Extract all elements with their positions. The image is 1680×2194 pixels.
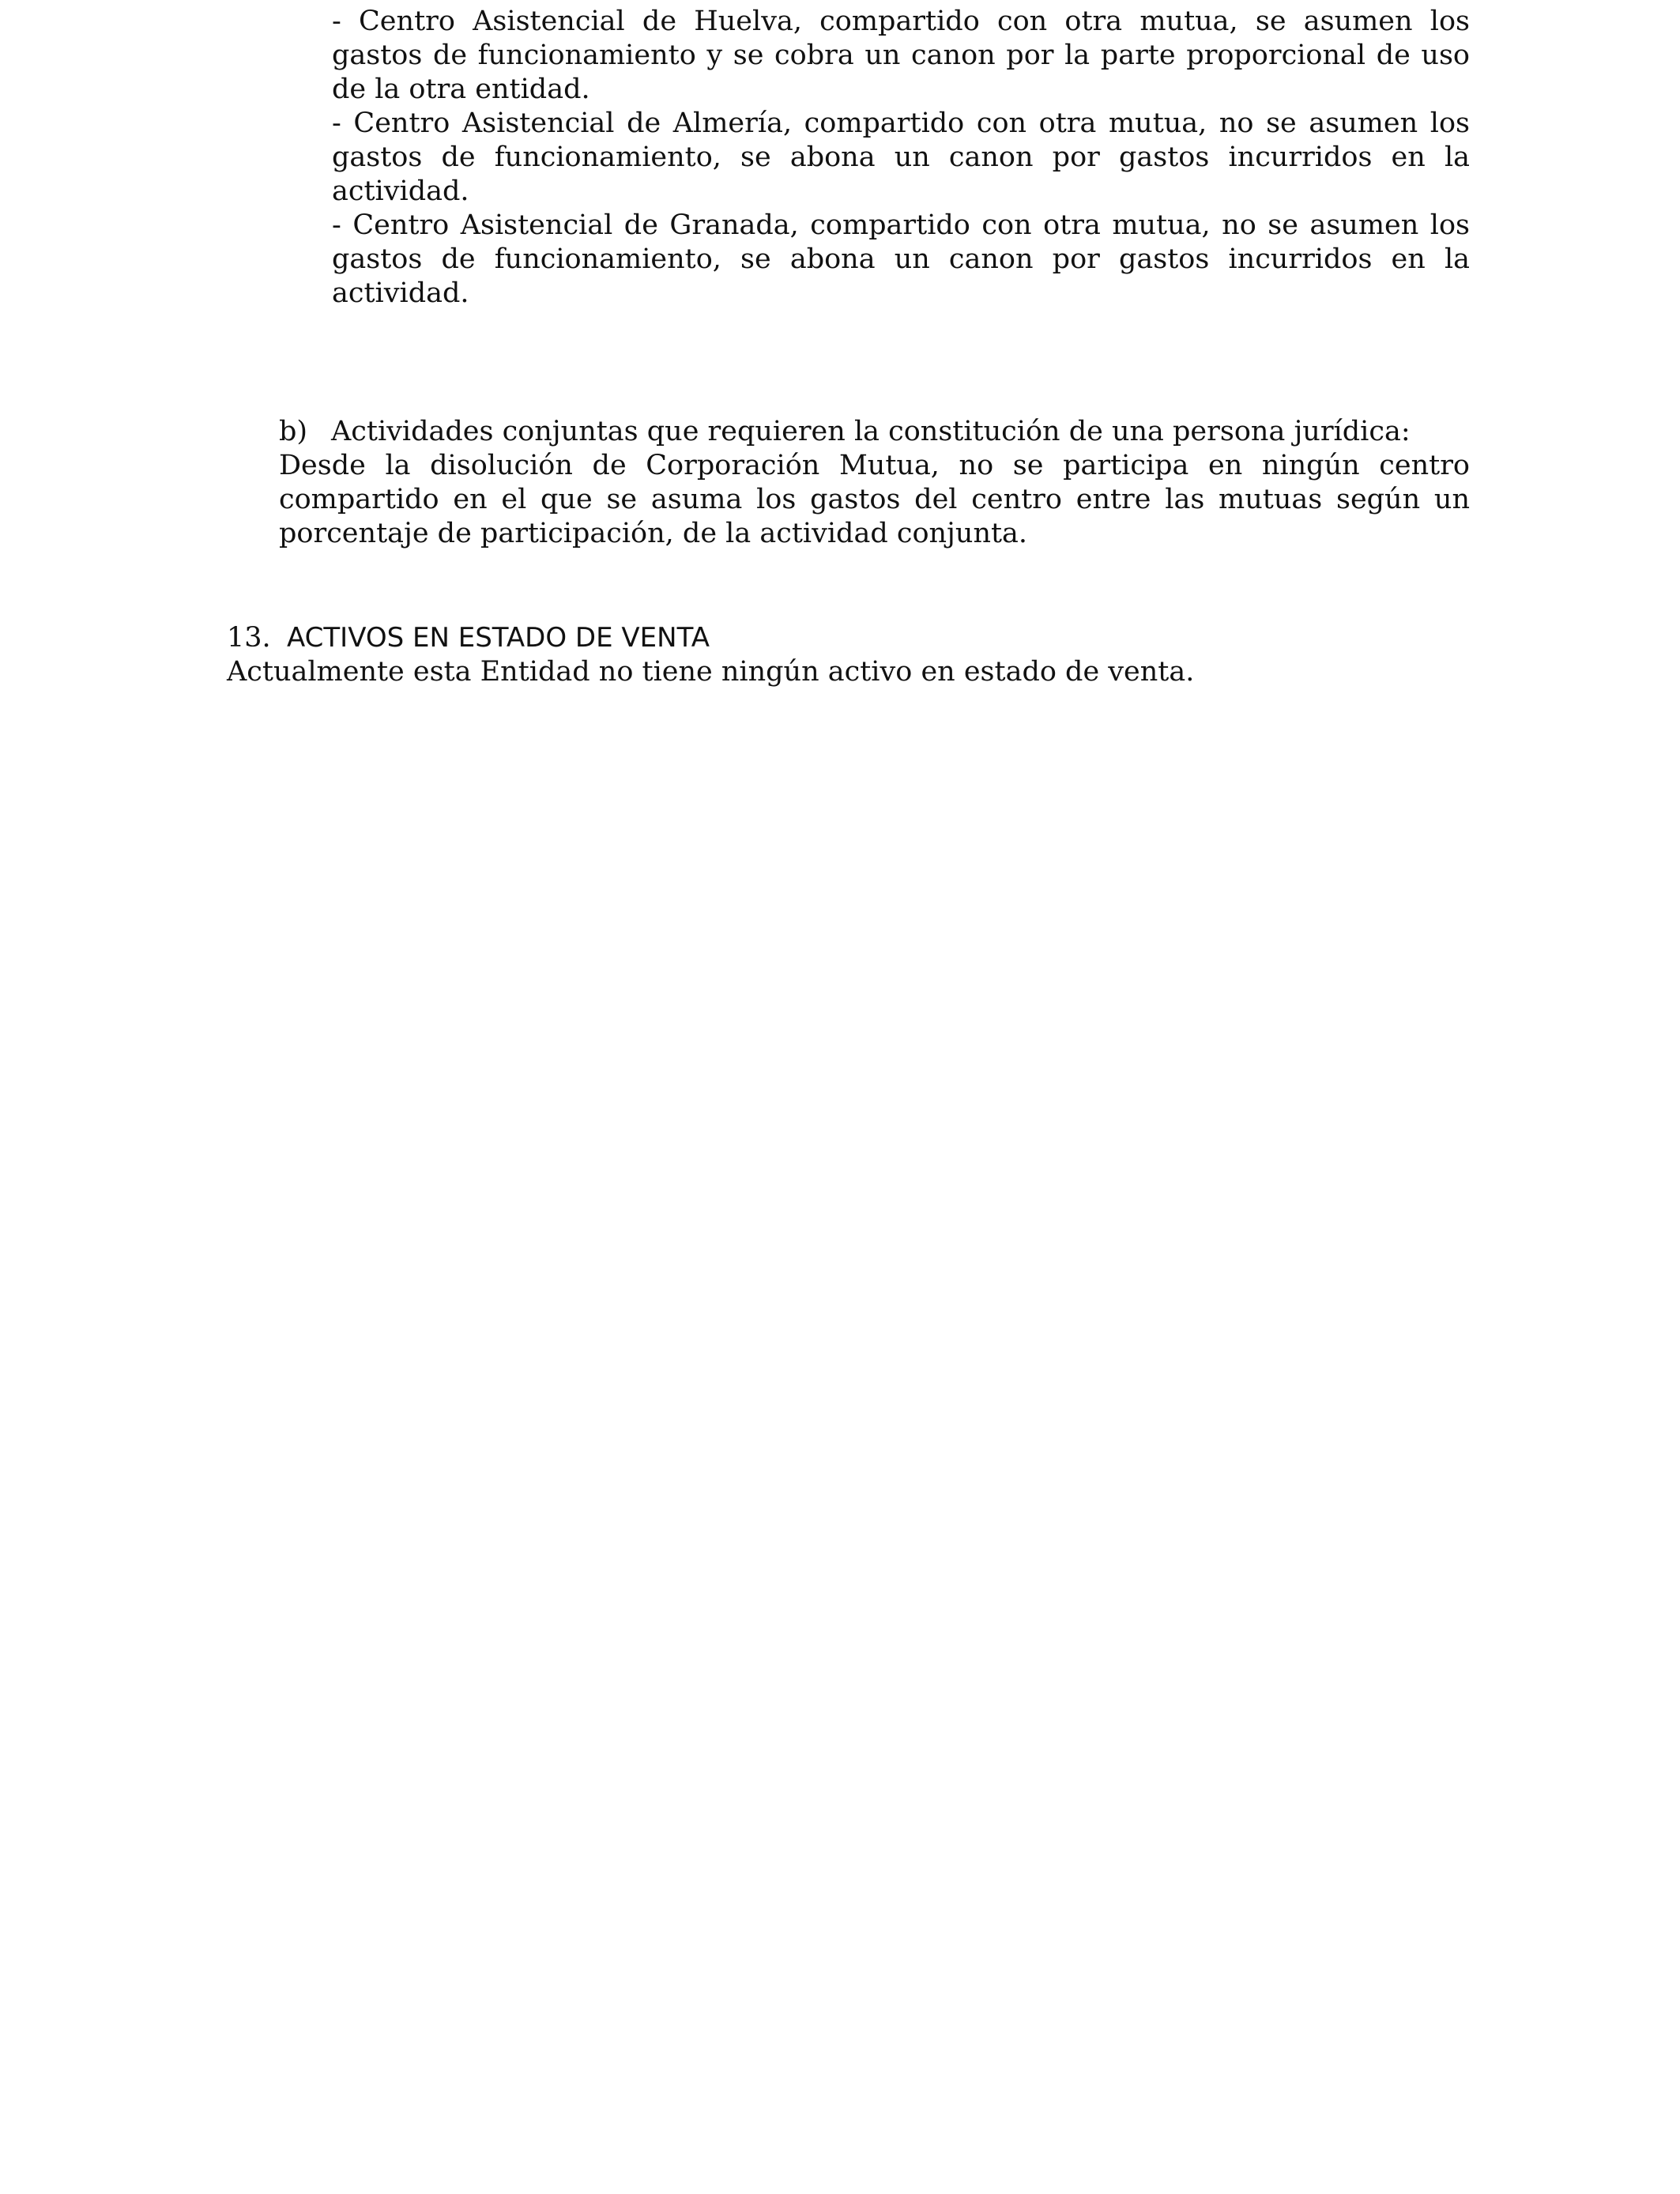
- section-13-title: ACTIVOS EN ESTADO DE VENTA: [287, 622, 710, 654]
- shared-centers-list: [332, 5, 1470, 311]
- section-13: [227, 621, 1491, 689]
- center-almeria-item: - Centro Asistencial de Almería, compartido con otra mutua, no se asumen los gastos de funcionamiento, se abona un canon por gastos incurridos en la actividad.: [332, 107, 1470, 207]
- section-b: [279, 415, 1470, 551]
- section-13-heading: [227, 621, 1491, 655]
- section-b-body: Desde la disolución de Corporación Mutua, no se participa en ningún centro compartido en el que se asuma los gastos del centro entre las mutuas según un porcentaje de participación, de la actividad conjunta.: [279, 450, 1470, 549]
- section-b-heading: [279, 415, 1470, 449]
- section-b-marker: b): [279, 416, 308, 447]
- section-13-body: Actualmente esta Entidad no tiene ningún activo en estado de venta.: [227, 656, 1195, 688]
- center-granada-item: - Centro Asistencial de Granada, compartido con otra mutua, no se asumen los gastos de funcionamiento, se abona un canon por gastos incurridos en la actividad.: [332, 209, 1470, 309]
- center-huelva-item: - Centro Asistencial de Huelva, compartido con otra mutua, se asumen los gastos de funcionamiento y se cobra un canon por la parte proporcional de uso de la otra entidad.: [332, 6, 1470, 105]
- section-b-title: Actividades conjuntas que requieren la constitución de una persona jurídica:: [331, 416, 1411, 447]
- section-13-number: 13.: [227, 622, 271, 654]
